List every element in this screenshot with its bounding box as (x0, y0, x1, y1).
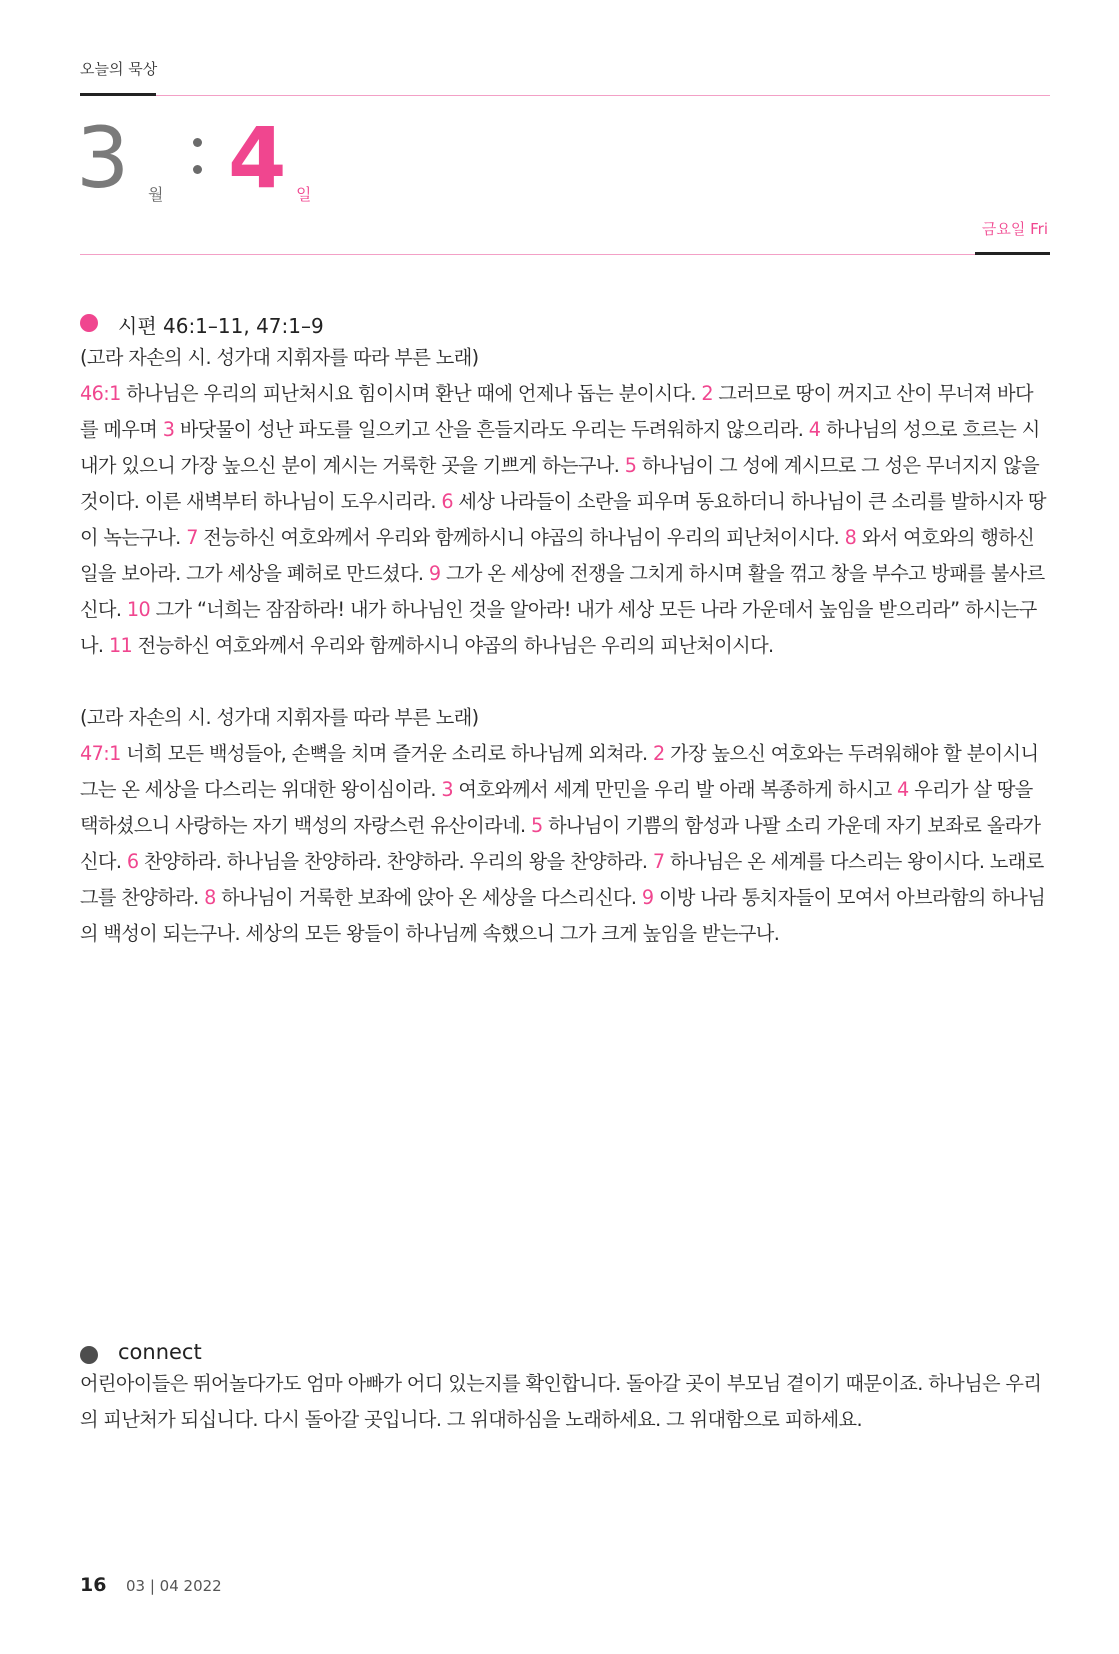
psalm-47-intro: (고라 자손의 시. 성가대 지휘자를 따라 부른 노래) (80, 706, 479, 729)
date-colon (193, 138, 203, 188)
verse-number: 10 (126, 598, 151, 621)
verse-text: 그가 온 세상에 전쟁을 그치게 하시며 활을 꺾고 창을 부수고 방패를 불사르신다. (80, 562, 1045, 621)
verse-text: 하나님은 온 세계를 다스리는 왕이시다. 노래로 그를 찬양하라. (80, 850, 1044, 909)
issue-date: 03 | 04 2022 (126, 1577, 222, 1595)
header-rule (156, 95, 1050, 96)
verse-number: 7 (652, 850, 665, 873)
verse-text: 하나님은 우리의 피난처시요 힘이시며 환난 때에 언제나 돕는 분이시다. (120, 382, 702, 405)
verse-text: 너희 모든 백성들아, 손뼉을 치며 즐거운 소리로 하나님께 외쳐라. (120, 742, 654, 765)
verse-text: 바닷물이 성난 파도를 일으키고 산을 흔들지라도 우리는 두려워하지 않으리라. (174, 418, 809, 441)
verse-number: 6 (441, 490, 453, 513)
verse-number: 9 (428, 562, 441, 585)
verse-number: 3 (162, 418, 175, 441)
verse-number: 5 (624, 454, 637, 477)
verse-text: 그러므로 땅이 꺼지고 산이 무너져 바다를 메우며 (80, 382, 1033, 441)
verse-number: 8 (204, 886, 216, 909)
verse-number: 2 (653, 742, 665, 765)
bullet-icon (80, 314, 98, 332)
verse-text: 하나님의 성으로 흐르는 시내가 있으니 가장 높으신 분이 계시는 거룩한 곳을 기쁘게 하는구나. (80, 418, 1040, 477)
date-accent-rule (975, 252, 1050, 255)
weekday: 금요일 Fri (981, 220, 1048, 238)
verse-number: 9 (641, 886, 654, 909)
verse-text: 가장 높으신 여호와는 두려워해야 할 분이시니 그는 온 세상을 다스리는 위대한 왕이심이라. (80, 742, 1039, 801)
verse-text: 여호와께서 세계 만민을 우리 발 아래 복종하게 하시고 (452, 778, 898, 801)
verse-number: 8 (844, 526, 857, 549)
verse-number: 5 (531, 814, 543, 837)
verse-number: 4 (808, 418, 821, 441)
day-number: 4 (228, 109, 287, 207)
verse-text: 찬양하라. 하나님을 찬양하라. 찬양하라. 우리의 왕을 찬양하라. (138, 850, 653, 873)
verse-text: 이방 나라 통치자들이 모여서 아브라함의 하나님의 백성이 되는구나. 세상의 모든 왕들이 하나님께 속했으니 그가 크게 높임을 받는구나. (80, 886, 1046, 945)
connect-title: connect (118, 1340, 202, 1364)
psalm-47-verses (80, 736, 1050, 952)
month-number: 3 (76, 109, 130, 207)
verse-number: 2 (701, 382, 713, 405)
month-label: 월 (148, 185, 164, 204)
section-label: 오늘의 묵상 (80, 60, 158, 78)
psalm-46-intro: (고라 자손의 시. 성가대 지휘자를 따라 부른 노래) (80, 346, 479, 369)
page-number: 16 (80, 1574, 107, 1596)
verse-number: 11 (108, 634, 133, 657)
psalm-46-passage (80, 340, 1050, 952)
verse-number: 6 (126, 850, 139, 873)
scripture-reference: 시편 46:1–11, 47:1–9 (118, 314, 324, 338)
verse-text: 와서 여호와의 행하신 일을 보아라. 그가 세상을 폐허로 만드셨다. (80, 526, 1035, 585)
paragraph-gap (80, 664, 1050, 700)
verse-number: 4 (897, 778, 909, 801)
bullet-icon (80, 1346, 98, 1364)
header-accent-rule (80, 93, 156, 96)
verse-text: 전능하신 여호와께서 우리와 함께하시니 야곱의 하나님은 우리의 피난처이시다. (132, 634, 774, 657)
verse-number: 47:1 (80, 742, 121, 765)
verse-text: 세상 나라들이 소란을 피우며 동요하더니 하나님이 큰 소리를 발하시자 땅이 녹는구나. (80, 490, 1046, 549)
day-label: 일 (296, 185, 312, 204)
verse-text: 전능하신 여호와께서 우리와 함께하시니 야곱의 하나님이 우리의 피난처이시다. (197, 526, 845, 549)
date-rule (80, 254, 975, 255)
verse-number: 3 (441, 778, 453, 801)
connect-text: 어린아이들은 뛰어놀다가도 엄마 아빠가 어디 있는지를 확인합니다. 돌아갈 곳이 부모님 곁이기 때문이죠. 하나님은 우리의 피난처가 되십니다. 다시 돌아갈 곳입니다. 그 위대하심을 노래하세요. 그 위대함으로 피하세요. (80, 1372, 1042, 1431)
verse-number: 7 (186, 526, 198, 549)
verse-text: 하나님이 거룩한 보좌에 앉아 온 세상을 다스리신다. (215, 886, 642, 909)
psalm-46-verses (80, 376, 1050, 664)
verse-text: 하나님이 기쁨의 함성과 나팔 소리 가운데 자기 보좌로 올라가신다. (80, 814, 1041, 873)
verse-text: 하나님이 그 성에 계시므로 그 성은 무너지지 않을 것이다. 이른 새벽부터 하나님이 도우시리라. (80, 454, 1040, 513)
verse-number: 46:1 (80, 382, 121, 405)
verse-text: 그가 “너희는 잠잠하라! 내가 하나님인 것을 알아라! 내가 세상 모든 나라 가운데서 높임을 받으리라” 하시는구나. (80, 598, 1037, 657)
verse-text: 우리가 살 땅을 택하셨으니 사랑하는 자기 백성의 자랑스런 유산이라네. (80, 778, 1033, 837)
